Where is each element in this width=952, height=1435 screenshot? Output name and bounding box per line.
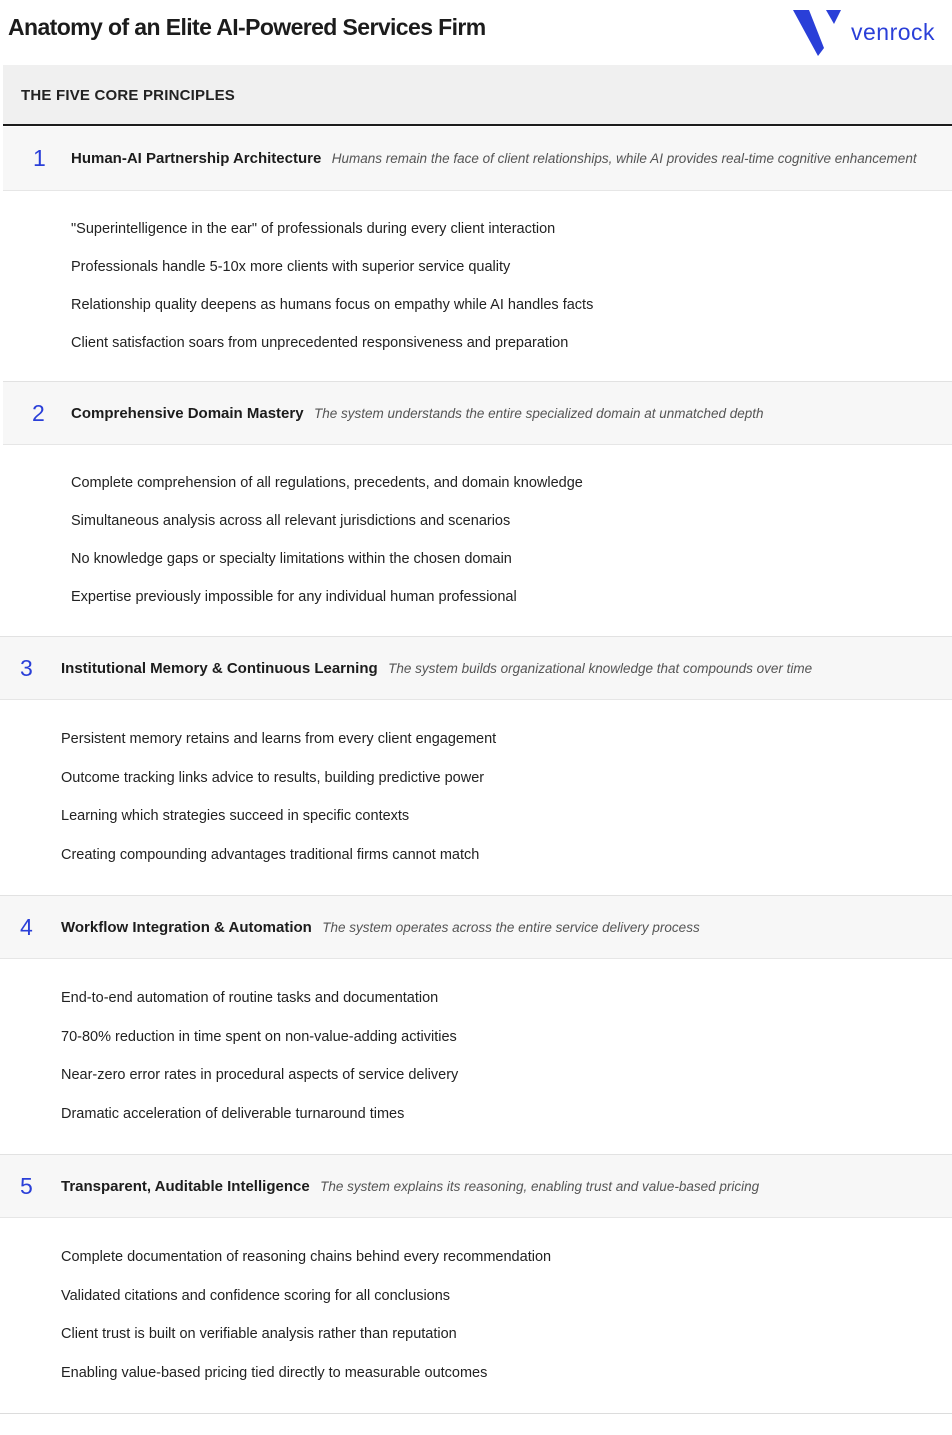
bullet-item: Validated citations and confidence scoring for all conclusions — [61, 1288, 451, 1304]
principle-number: 5 — [20, 1173, 33, 1199]
bullet-item: Relationship quality deepens as humans focus on empathy while AI handles facts — [71, 297, 594, 313]
principles-header-bar — [3, 65, 952, 126]
principle-subtitle: The system explains its reasoning, enabling trust and value-based pricing — [320, 1179, 760, 1194]
principle-title: Transparent, Auditable Intelligence — [61, 1178, 310, 1195]
bullet-item: 70-80% reduction in time spent on non-value-adding activities — [61, 1029, 457, 1045]
bullet-item: Near-zero error rates in procedural aspects of service delivery — [61, 1067, 459, 1083]
bullet-item: Creating compounding advantages traditional firms cannot match — [61, 847, 480, 863]
bullet-item: "Superintelligence in the ear" of professionals during every client interaction — [71, 221, 556, 237]
logo-wordmark: venrock — [851, 19, 936, 45]
bullet-item: Expertise previously impossible for any individual human professional — [71, 589, 517, 605]
principle-number: 1 — [33, 145, 46, 171]
bullet-item: Complete documentation of reasoning chains behind every recommendation — [61, 1249, 552, 1265]
bullet-item: Simultaneous analysis across all relevant jurisdictions and scenarios — [71, 513, 511, 529]
principle-header — [0, 895, 952, 959]
bullet-item: Persistent memory retains and learns from every client engagement — [61, 731, 497, 747]
bullet-item: Learning which strategies succeed in specific contexts — [61, 808, 410, 824]
bullet-item: Complete comprehension of all regulations, precedents, and domain knowledge — [71, 475, 583, 491]
principle-title: Institutional Memory & Continuous Learning — [61, 660, 378, 677]
bullet-item: Enabling value-based pricing tied directly to measurable outcomes — [61, 1365, 488, 1381]
bullet-item: Client trust is built on verifiable analysis rather than reputation — [61, 1326, 457, 1342]
bullet-item: Professionals handle 5-10x more clients with superior service quality — [71, 259, 511, 275]
principle-number: 2 — [32, 400, 45, 426]
principle-subtitle: The system understands the entire specialized domain at unmatched depth — [314, 406, 764, 421]
bullet-item: Dramatic acceleration of deliverable turnaround times — [61, 1106, 405, 1122]
venrock-v-logo-icon — [793, 8, 843, 58]
principle-subtitle: The system operates across the entire service delivery process — [322, 920, 700, 935]
principle-title: Workflow Integration & Automation — [61, 919, 312, 936]
principle-header — [0, 1154, 952, 1218]
principle-number: 3 — [20, 655, 33, 681]
venrock-logo — [793, 8, 952, 58]
principle-subtitle: Humans remain the face of client relationships, while AI provides real-time cognitive enhancement — [331, 151, 917, 166]
principle-title: Comprehensive Domain Mastery — [71, 405, 304, 422]
principle-header — [3, 381, 952, 445]
principle-number: 4 — [20, 914, 33, 940]
bullet-item: End-to-end automation of routine tasks and documentation — [61, 990, 439, 1006]
principle-header — [3, 127, 952, 191]
bottom-divider — [0, 1413, 952, 1414]
principles-header-label: THE FIVE CORE PRINCIPLES — [21, 87, 235, 104]
bullet-item: No knowledge gaps or specialty limitations within the chosen domain — [71, 551, 512, 567]
principle-subtitle: The system builds organizational knowledge that compounds over time — [388, 661, 813, 676]
page-title: Anatomy of an Elite AI-Powered Services Firm — [8, 14, 486, 40]
bullet-item: Outcome tracking links advice to results, building predictive power — [61, 770, 485, 786]
principle-header — [0, 636, 952, 700]
bullet-item: Client satisfaction soars from unprecedented responsiveness and preparation — [71, 335, 569, 351]
principle-title: Human-AI Partnership Architecture — [71, 150, 322, 167]
